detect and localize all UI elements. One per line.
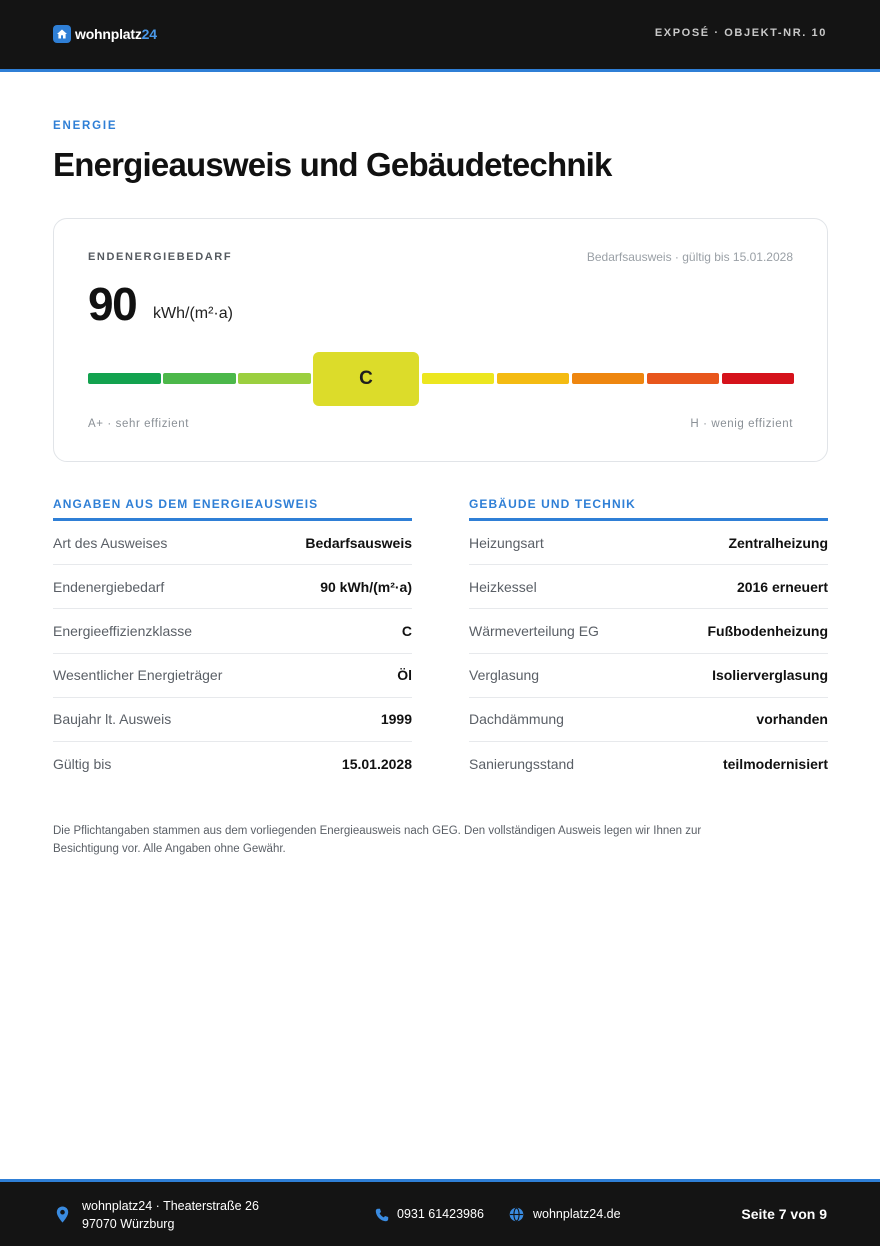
row-value: vorhanden	[756, 711, 828, 728]
table-row	[53, 742, 412, 786]
certificate-details-table	[53, 497, 412, 786]
footer-phone[interactable]: 0931 61423986	[397, 1207, 484, 1221]
row-label: Art des Ausweises	[53, 534, 168, 551]
energy-card	[53, 218, 828, 462]
seg-d	[422, 373, 495, 384]
scale-right-label: H · wenig effizient	[690, 418, 793, 430]
brand-name: wohnplatz24	[75, 26, 157, 42]
energy-efficiency-scale	[88, 352, 794, 408]
row-label: Wesentlicher Energieträger	[53, 667, 223, 684]
disclaimer-text: Die Pflichtangaben stammen aus dem vorliegenden Energieausweis nach GEG. Den vollständigen Ausweis legen wir Ihnen zur Besichtigung vor. Alle Angaben ohne Gewähr.	[53, 825, 702, 855]
footer-website-link[interactable]: wohnplatz24.de	[533, 1207, 621, 1221]
row-value: Zentralheizung	[728, 534, 828, 551]
row-value: Isolierverglasung	[712, 667, 828, 684]
table-row	[469, 609, 828, 653]
seg-g	[647, 373, 720, 384]
section-eyebrow: ENERGIE	[53, 120, 118, 132]
table-row	[469, 565, 828, 609]
row-value: Öl	[397, 667, 412, 684]
phone-icon	[374, 1207, 389, 1222]
footer-address	[82, 1197, 259, 1233]
seg-h	[722, 373, 795, 384]
row-label: Dachdämmung	[469, 711, 564, 728]
seg-b	[238, 373, 311, 384]
energy-demand-value: 90	[88, 278, 137, 330]
seg-e	[497, 373, 570, 384]
row-label: Energieeffizienzklasse	[53, 622, 193, 639]
row-label: Baujahr lt. Ausweis	[53, 711, 172, 728]
table-heading: GEBÄUDE UND TECHNIK	[469, 497, 828, 521]
page-number: Seite 7 von 9	[741, 1206, 827, 1222]
globe-icon	[508, 1206, 524, 1222]
row-value: 2016 erneuert	[736, 578, 828, 595]
address-line-2: 97070 Würzburg	[82, 1217, 175, 1231]
table-row	[469, 742, 828, 786]
energy-demand-unit: kWh/(m²·a)	[153, 305, 233, 322]
table-row	[53, 698, 412, 742]
row-value: 90 kWh/(m²·a)	[320, 578, 412, 595]
scale-left-label: A+ · sehr effizient	[88, 418, 189, 430]
page-header	[0, 0, 880, 70]
row-value: Fußbodenheizung	[707, 622, 828, 639]
certificate-note: Bedarfsausweis · gültig bis 15.01.2028	[586, 250, 793, 264]
row-value: 1999	[380, 711, 412, 728]
table-row	[53, 521, 412, 565]
page-title: Energieausweis und Gebäudetechnik	[53, 146, 612, 183]
row-label: Endenergiebedarf	[53, 578, 165, 595]
row-value: 15.01.2028	[341, 756, 412, 773]
table-row	[53, 565, 412, 609]
table-row	[53, 609, 412, 653]
active-efficiency-class: C	[313, 352, 419, 406]
table-heading: ANGABEN AUS DEM ENERGIEAUSWEIS	[53, 497, 412, 521]
building-technology-table	[469, 497, 828, 786]
row-label: Wärmeverteilung EG	[469, 622, 599, 639]
energy-card-label: ENDENERGIEBEDARF	[88, 251, 233, 263]
expose-object-number: EXPOSÉ · OBJEKT-NR. 10	[654, 27, 827, 39]
address-line-1: wohnplatz24 · Theaterstraße 26	[82, 1199, 259, 1213]
seg-f	[572, 373, 645, 384]
row-label: Heizkessel	[469, 578, 537, 595]
table-row	[53, 654, 412, 698]
seg-a	[163, 373, 236, 384]
map-pin-icon	[55, 1205, 69, 1223]
table-row	[469, 654, 828, 698]
brand-logo[interactable]	[53, 25, 157, 43]
page-footer	[0, 1182, 880, 1246]
row-label: Verglasung	[469, 667, 540, 684]
header-divider	[0, 69, 880, 72]
row-value: Bedarfsausweis	[305, 534, 412, 551]
row-value: C	[401, 622, 412, 639]
row-value: teilmodernisiert	[722, 756, 828, 773]
table-row	[469, 521, 828, 565]
house-icon	[53, 25, 71, 43]
row-label: Sanierungsstand	[469, 756, 575, 773]
row-label: Heizungsart	[469, 534, 544, 551]
table-row	[469, 698, 828, 742]
row-label: Gültig bis	[53, 756, 112, 773]
seg-a-plus	[88, 373, 161, 384]
